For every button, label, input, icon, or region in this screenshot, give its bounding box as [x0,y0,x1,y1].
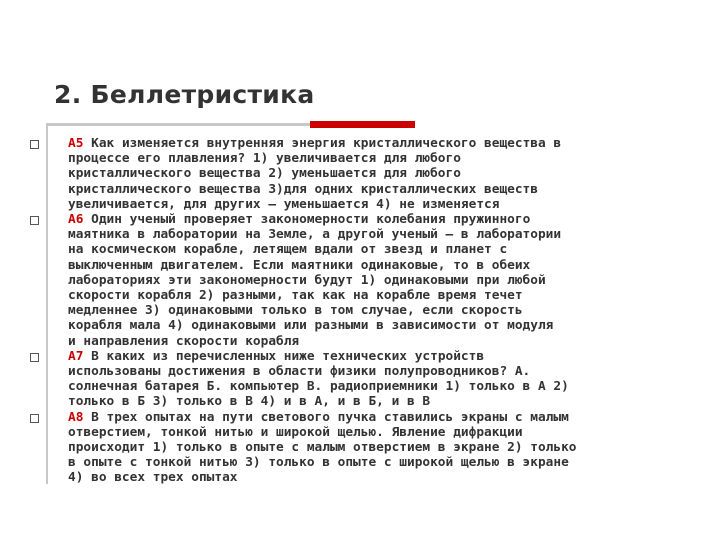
question-body: В каких из перечисленных ниже технических устройств использованы достижения в области физики полупроводников? А. солнечная батарея Б. компьютер В. радиоприемники 1) только в А 2) только в Б 3) только в В 4) и в А, и в Б, и в В [68,348,569,410]
left-vertical-rule [46,126,48,484]
question-text [68,410,577,486]
question-tag: А5 [68,136,84,151]
question-body: В трех опытах на пути светового пучка ставились экраны с малым отверстием, тонкой нитью и широкой щелью. Явление дифракции происходит 1) только в опыте с малым отверстием в экране 2) только в опыте с тонкой нитью 3) только в опыте с широкой щелью в экране 4) во всех трех опытах [68,409,577,486]
hollow-square-icon [30,216,39,225]
question-item-a5 [68,136,708,212]
question-body: Как изменяется внутренняя энергия кристаллического вещества в процессе его плавления? 1) увеличивается для любого кристаллического вещества 2) уменьшается для любого кристаллического вещества 3)для одних кристаллических веществ увеличивается, для других – уменьшается 4) не изменяется [68,136,562,212]
hollow-square-icon [30,414,39,423]
question-body: Один ученый проверяет закономерности колебания пружинного маятника в лаборатории на Земле, а другой ученый – в лаборатории на космическом корабле, летящем вдали от звезд и планет с выключенным двигателем. Если маятники одинаковые, то в обеих лабораториях эти закономерности будут 1) одинаковыми при любой скорости корабля 2) разными, так как на корабле время течет медленнее 3) одинаковыми только в том случае, если скорость корабля мала 4) одинаковыми или разными в зависимости от модуля и направления скорости корабля [68,212,562,349]
title-underline-accent [310,121,415,128]
slide-title: 2. Беллетристика [54,80,315,109]
question-text [68,136,561,212]
question-item-a7 [68,349,708,410]
question-item-a8 [68,410,708,486]
question-tag: А7 [68,348,84,364]
question-text [68,212,561,349]
hollow-square-icon [30,140,39,149]
question-item-a6 [68,212,708,349]
question-list [68,136,708,486]
title-underline-gray [46,123,310,126]
question-tag: А6 [68,212,84,228]
question-tag: А8 [68,409,84,425]
hollow-square-icon [30,353,39,362]
question-text [68,349,569,410]
